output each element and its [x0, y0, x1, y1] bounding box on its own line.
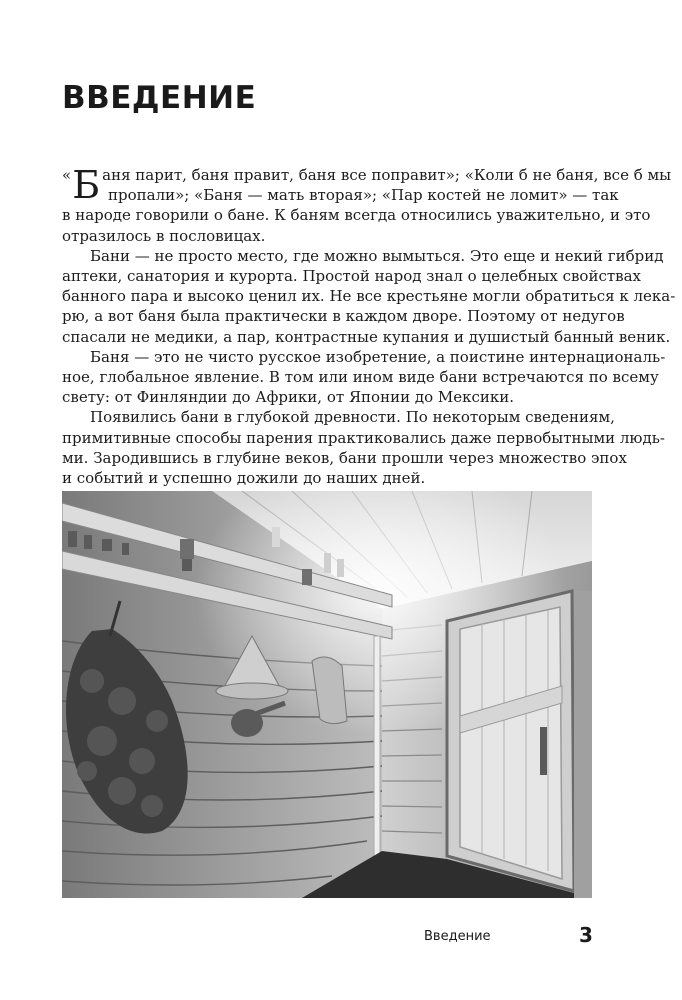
paragraph-1	[62, 163, 672, 246]
text-line: Появились бани в глубокой древности. По некоторым сведениям,	[90, 408, 615, 427]
text-line: рю, а вот баня была практически в каждом дворе. Поэтому от недугов	[62, 307, 625, 326]
text-line: Баня — это не чисто русское изобретение, а поистине интернациональ-	[90, 347, 666, 366]
body-text	[62, 163, 676, 488]
text-line: в народе говорили о бане. К баням всегда относились уважительно, и это	[62, 206, 651, 225]
running-footer-section: Введение	[424, 929, 491, 944]
pipe	[374, 636, 380, 861]
text-line: и событий и успешно дожили до наших дней.	[62, 469, 426, 488]
bathhouse-photo	[62, 491, 592, 898]
paragraph-3	[62, 347, 666, 408]
text-line: аня парит, баня правит, баня все поправит»; «Коли б не баня, все б мы	[102, 166, 672, 184]
text-line: отразилось в пословицах.	[62, 226, 266, 245]
text-line: свету: от Финляндии до Африки, от Японии до Мексики.	[62, 388, 515, 407]
text-line: спасали не медики, а пар, контрастные купания и душистый банный веник.	[62, 327, 671, 346]
door-side-trim	[574, 591, 592, 898]
text-line: Бани — не просто место, где можно вымыться. Это еще и некий гибрид	[90, 246, 664, 265]
paragraph-2	[62, 246, 676, 347]
door-handle	[540, 727, 547, 775]
opening-quote: «	[62, 166, 72, 184]
page-number: 3	[579, 923, 593, 947]
text-line: примитивные способы парения практиковались даже первобытными людь-	[62, 428, 665, 447]
text-line: банного пара и высоко ценил их. Не все крестьяне могли обратиться к лека-	[62, 287, 676, 306]
text-line: аптеки, санатория и курорта. Простой народ знал о целебных свойствах	[62, 267, 641, 286]
page-title: ВВЕДЕНИЕ	[62, 80, 257, 116]
paragraph-4	[62, 407, 665, 488]
drop-cap: Б	[72, 163, 101, 207]
photo-illustration	[62, 491, 592, 898]
text-line: ное, глобальное явление. В том или ином виде бани встречаются по всему	[62, 368, 659, 387]
text-line: пропали»; «Баня — мать вторая»; «Пар костей не ломит» — так	[108, 186, 619, 205]
text-line: ми. Зародившись в глубине веков, бани прошли через множество эпох	[62, 448, 627, 467]
